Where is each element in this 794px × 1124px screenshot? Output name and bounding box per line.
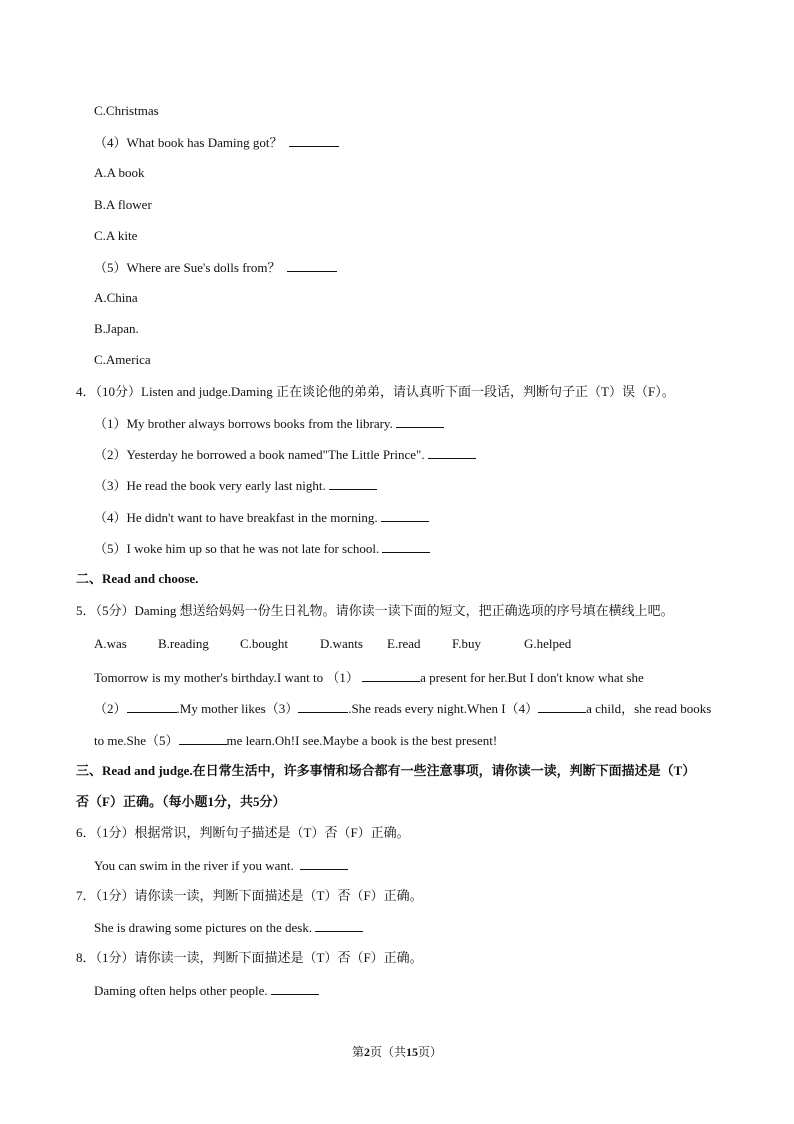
answer-blank[interactable]: [127, 700, 177, 713]
section-3-title-line-2: 否（F）正确。（每小题1分，共5分）: [76, 794, 286, 809]
footer-middle: 页（共: [369, 1045, 406, 1059]
q5-passage-line-1: [94, 669, 644, 686]
q3-sub4-option-a: A.A book: [94, 165, 145, 180]
q3-sub5-option-a: A.China: [94, 290, 138, 305]
q5-option-d: D.wants: [320, 636, 363, 651]
q4-item-text: （4）He didn't want to have breakfast in the morning.: [94, 510, 378, 525]
q4-item-5: [94, 540, 430, 557]
q8-statement: [94, 982, 319, 999]
q5-passage-text: （2）: [94, 701, 127, 716]
option-c-christmas: C.Christmas: [94, 103, 159, 118]
footer-suffix: 页）: [418, 1045, 443, 1059]
q3-sub5-text: （5）Where are Sue's dolls from？: [94, 260, 281, 275]
q7-statement: [94, 919, 363, 936]
q4-item-4: [94, 509, 429, 526]
q3-sub4-option-c: C.A kite: [94, 228, 138, 243]
q4-item-2: [94, 446, 476, 463]
q3-sub5-option-c: C.America: [94, 352, 151, 367]
q7-title: 7．（1分）请你读一读，判断下面描述是（T）否（F）正确。: [76, 888, 423, 903]
q5-options: [94, 636, 694, 652]
q5-passage-line-3: [94, 732, 497, 749]
answer-blank[interactable]: [315, 919, 363, 932]
q4-title: 4．（10分）Listen and judge.Daming 正在谈论他的弟弟，请认真听下面一段话，判断句子正（T）误（F）。: [76, 384, 675, 399]
q8-title: 8．（1分）请你读一读，判断下面描述是（T）否（F）正确。: [76, 950, 423, 965]
current-page-number: 2: [363, 1045, 370, 1059]
q6-title: 6．（1分）根据常识，判断句子描述是（T）否（F）正确。: [76, 825, 410, 840]
q4-item-text: （1）My brother always borrows books from the library.: [94, 416, 393, 431]
q7-text: She is drawing some pictures on the desk.: [94, 920, 313, 935]
q4-item-text: （5）I woke him up so that he was not late for school.: [94, 541, 380, 556]
q4-item-text: （2）Yesterday he borrowed a book named"The Little Prince".: [94, 447, 425, 462]
q4-item-1: [94, 415, 444, 432]
answer-blank[interactable]: [287, 259, 337, 272]
section-2-title: 二、Read and choose.: [76, 571, 199, 586]
q3-sub4-text: （4）What book has Daming got？: [94, 135, 283, 150]
answer-blank[interactable]: [382, 540, 430, 553]
q5-option-g: G.helped: [524, 636, 572, 651]
answer-blank[interactable]: [298, 700, 348, 713]
q5-passage-text: .My mother likes（3）: [176, 701, 299, 716]
q3-sub4: [94, 134, 339, 151]
answer-blank[interactable]: [396, 415, 444, 428]
q3-sub4-option-b: B.A flower: [94, 197, 152, 212]
total-pages-number: 15: [406, 1045, 418, 1059]
q8-text: Daming often helps other people.: [94, 983, 268, 998]
q4-item-3: [94, 477, 377, 494]
q6-statement: [94, 857, 348, 874]
answer-blank[interactable]: [381, 509, 429, 522]
q3-sub5-option-b: B.Japan.: [94, 321, 139, 336]
q5-passage-text: a child，she read books: [586, 701, 712, 716]
q5-option-f: F.buy: [452, 636, 481, 651]
q5-option-a: A.was: [94, 636, 127, 651]
page-footer: [0, 1043, 794, 1060]
q5-passage-text: Tomorrow is my mother's birthday.I want to （1）: [94, 670, 359, 685]
answer-blank[interactable]: [271, 982, 319, 995]
q5-option-e: E.read: [387, 636, 421, 651]
answer-blank[interactable]: [179, 732, 227, 745]
q5-title: 5．（5分）Daming 想送给妈妈一份生日礼物。请你读一读下面的短文，把正确选项的序号填在横线上吧。: [76, 603, 674, 618]
q4-item-text: （3）He read the book very early last night.: [94, 478, 326, 493]
q5-passage-text: me learn.Oh!I see.Maybe a book is the best present!: [226, 733, 498, 748]
answer-blank[interactable]: [289, 134, 339, 147]
q5-passage-text: .She reads every night.When I（4）: [348, 701, 539, 716]
section-3-title-line-1: 三、Read and judge.在日常生活中，许多事情和场合都有一些注意事项，请你读一读，判断下面描述是（T）: [76, 763, 696, 778]
q3-sub5: [94, 259, 337, 276]
answer-blank[interactable]: [329, 477, 377, 490]
q6-text: You can swim in the river if you want.: [94, 858, 294, 873]
answer-blank[interactable]: [300, 857, 348, 870]
q5-passage-line-2: [94, 700, 711, 717]
q5-passage-text: to me.She（5）: [94, 733, 179, 748]
footer-prefix: 第: [351, 1045, 364, 1059]
answer-blank[interactable]: [538, 700, 586, 713]
q5-option-c: C.bought: [240, 636, 289, 651]
q5-option-b: B.reading: [158, 636, 209, 651]
q5-passage-text: a present for her.But I don't know what she: [420, 670, 644, 685]
answer-blank[interactable]: [428, 446, 476, 459]
answer-blank[interactable]: [362, 669, 420, 682]
